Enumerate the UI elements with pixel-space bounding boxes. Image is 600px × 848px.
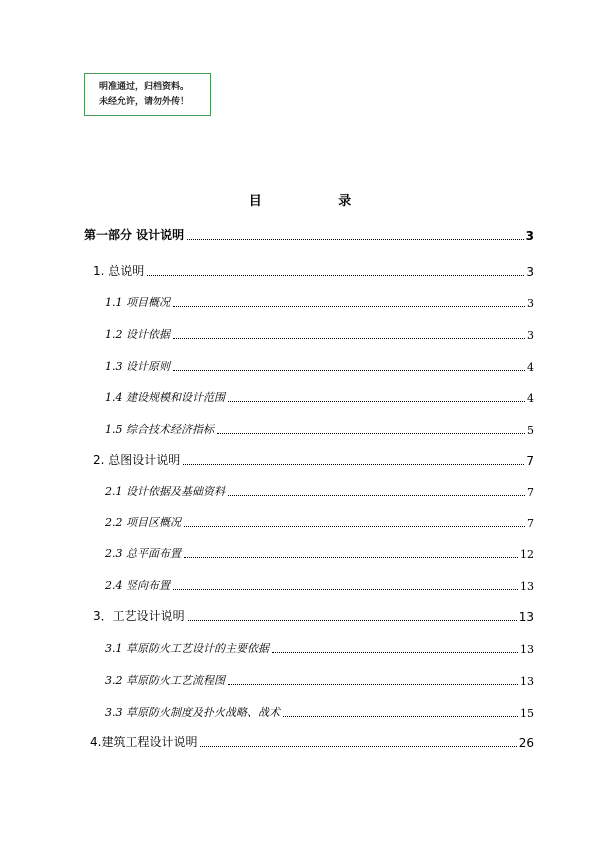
toc-entry-3[interactable] xyxy=(93,607,534,624)
toc-entry-label: 1.4 建设规模和设计范围 xyxy=(105,391,225,404)
toc-entry-2-2[interactable] xyxy=(105,514,534,530)
toc-entry-3-1[interactable] xyxy=(105,640,534,656)
toc-entry-page: 7 xyxy=(527,517,534,530)
toc-leader-dots xyxy=(228,401,525,402)
toc-leader-dots xyxy=(183,464,524,465)
toc-entry-2[interactable] xyxy=(93,451,534,468)
toc-entry-page: 26 xyxy=(518,736,534,750)
toc-leader-dots xyxy=(173,338,525,339)
toc-entry-1-5[interactable] xyxy=(105,421,534,437)
toc-entry-label: 1.1 项目概况 xyxy=(105,296,170,309)
toc-leader-dots xyxy=(283,716,518,717)
toc-entry-2-1[interactable] xyxy=(105,483,534,499)
notice-line-2: 未经允许，请勿外传！ xyxy=(99,97,190,107)
toc-entry-1-2[interactable] xyxy=(105,326,534,342)
toc-entry-label: 4.建筑工程设计说明 xyxy=(90,735,198,749)
toc-entry-page: 15 xyxy=(520,707,534,720)
toc-entry-label: 3.1 草原防火工艺设计的主要依据 xyxy=(105,642,269,655)
toc-entry-1-3[interactable] xyxy=(105,358,534,374)
toc-entry-page: 4 xyxy=(527,392,534,405)
toc-entry-1-4[interactable] xyxy=(105,389,534,405)
toc-entry-page: 7 xyxy=(526,454,534,468)
toc-entry-label: 3．工艺设计说明 xyxy=(93,609,185,623)
toc-entry-3-3[interactable] xyxy=(105,704,534,720)
toc-leader-dots xyxy=(200,746,516,747)
toc-entry-page: 12 xyxy=(520,548,534,561)
toc-entry-label: 1.2 设计依据 xyxy=(105,328,170,341)
archive-notice-box xyxy=(84,73,211,116)
toc-entry-label: 2.3 总平面布置 xyxy=(105,547,181,560)
toc-entry-label: 2.2 项目区概况 xyxy=(105,516,181,529)
toc-leader-dots xyxy=(228,684,518,685)
toc-entry-part1[interactable] xyxy=(84,226,534,243)
toc-entry-page: 13 xyxy=(520,580,534,593)
toc-entry-page: 3 xyxy=(527,297,534,310)
toc-leader-dots xyxy=(184,526,525,527)
toc-entry-label: 2. 总图设计说明 xyxy=(93,453,181,467)
toc-entry-label: 3.2 草原防火工艺流程图 xyxy=(105,674,225,687)
toc-entry-page: 4 xyxy=(527,361,534,374)
toc-leader-dots xyxy=(147,275,524,276)
toc-entry-1-1[interactable] xyxy=(105,294,534,310)
toc-entry-2-4[interactable] xyxy=(105,577,534,593)
toc-entry-3-2[interactable] xyxy=(105,672,534,688)
toc-leader-dots xyxy=(188,620,517,621)
toc-entry-page: 13 xyxy=(520,675,534,688)
toc-entry-page: 5 xyxy=(527,424,534,437)
toc-leader-dots xyxy=(173,306,525,307)
toc-entry-page: 3 xyxy=(527,329,534,342)
toc-leader-dots xyxy=(217,433,525,434)
toc-leader-dots xyxy=(187,239,523,240)
toc-entry-page: 13 xyxy=(520,643,534,656)
toc-leader-dots xyxy=(272,652,518,653)
toc-leader-dots xyxy=(184,557,518,558)
toc-entry-page: 3 xyxy=(525,229,534,243)
toc-entry-1[interactable] xyxy=(93,262,534,279)
toc-entry-label: 1.5 综合技术经济指标 xyxy=(105,423,214,436)
toc-leader-dots xyxy=(173,589,518,590)
toc-entry-label: 2.1 设计依据及基础资料 xyxy=(105,485,225,498)
toc-entry-page: 3 xyxy=(526,265,534,279)
toc-entry-2-3[interactable] xyxy=(105,545,534,561)
toc-entry-page: 13 xyxy=(518,610,534,624)
toc-entry-label: 3.3 草原防火制度及扑火战略、战术 xyxy=(105,706,280,719)
toc-leader-dots xyxy=(173,370,525,371)
toc-leader-dots xyxy=(228,495,525,496)
toc-entry-label: 第一部分 设计说明 xyxy=(84,228,185,242)
notice-line-1: 明准通过，归档资料。 xyxy=(99,82,190,92)
toc-entry-4[interactable] xyxy=(90,733,534,750)
toc-title: 目 录 xyxy=(248,194,388,209)
toc-entry-page: 7 xyxy=(527,486,534,499)
toc-entry-label: 1.3 设计原则 xyxy=(105,360,170,373)
toc-entry-label: 2.4 竖向布置 xyxy=(105,579,170,592)
toc-entry-label: 1. 总说明 xyxy=(93,264,145,278)
